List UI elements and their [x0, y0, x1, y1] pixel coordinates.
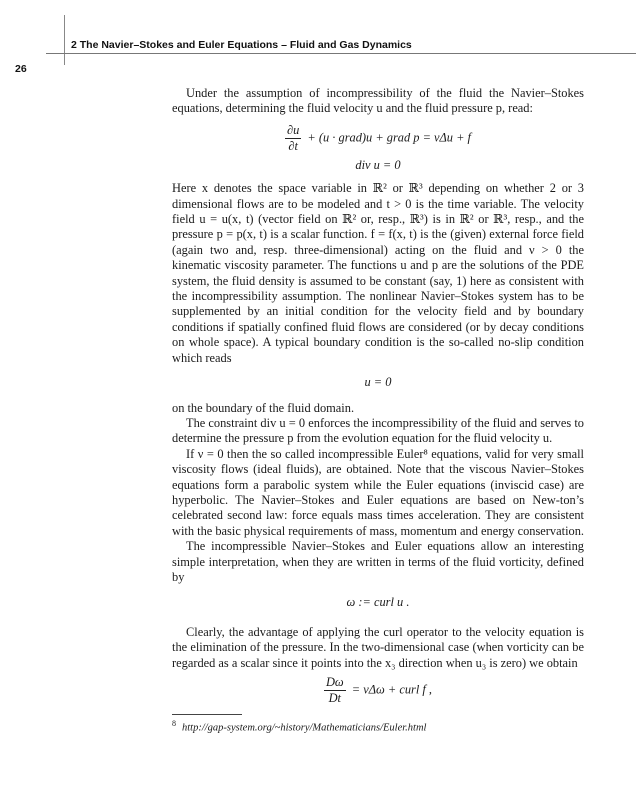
fraction-numerator: ∂u: [286, 122, 300, 137]
paragraph-5: If ν = 0 then the so called incompressible Euler⁸ equations, valid for very small viscosity flows (ideal fluids), are obtained. Note that the viscous Navier–Stokes equations form a parabolic system while the Euler equations (inviscid case) are hyperbolic. The Navier–Stokes and Euler equations are based on New-ton’s celebrated second law: force equals mass times acceleration. They are consistent with the basic physical requirements of mass, momentum and energy conservation.: [172, 446, 585, 538]
paragraph-4: The constraint div u = 0 enforces the incompressibility of the fluid and serves to determine the pressure p from the evolution equation for the fluid velocity u.: [172, 415, 584, 446]
fraction-numerator: Dω: [325, 675, 344, 689]
material-derivative-fraction: [324, 675, 346, 706]
header-horizontal-rule: [46, 53, 636, 54]
footnote-rule: [172, 714, 242, 715]
paragraph-7: Clearly, the advantage of applying the curl operator to the velocity equation is the elimination of the pressure. In the two-dimensional case (when vorticity can be regarded as a scalar since it points into the x₃ direction when u₃ is zero) we obtain: [172, 624, 584, 670]
fraction-denominator: Dt: [328, 691, 342, 705]
equation-rest: + (u · grad)u + grad p = νΔu + f: [307, 130, 472, 145]
paragraph-3: on the boundary of the fluid domain.: [172, 400, 355, 415]
equation-rest: = νΔω + curl f ,: [351, 682, 433, 697]
equation-vorticity-evolution: [172, 675, 584, 706]
footnote: [172, 719, 426, 734]
partial-derivative-fraction: [285, 123, 301, 154]
header-vertical-rule: [64, 15, 65, 65]
footnote-link[interactable]: http://gap-system.org/~history/Mathematicians/Euler.html: [182, 722, 427, 734]
equation-no-slip: u = 0: [364, 375, 392, 390]
paragraph-2: Here x denotes the space variable in ℝ² or ℝ³ depending on whether 2 or 3 dimensional flows are to be modeled and t > 0 is the time variable. The velocity field u = u(x, t) (vector field on ℝ² or, resp., ℝ³) is in ℝ² or ℝ³, resp., and the pressure p = p(x, t) is a scalar function. f = f(x, t) is the (given) external force field (again two and, resp. three-dimensional) acting on the fluid and ν > 0 the kinematic viscosity parameter. The functions u and p are the solutions of the PDE system, the fluid density is assumed to be constant (say, 1) here as consistent with the incompressibility assumption. The nonlinear Navier–Stokes system has to be supplemented by an initial condition for the velocity field and by boundary conditions if spatially confined fluid flows are considered (or by decay conditions on whole space). A typical boundary condition is the so-called no-slip condition which reads: [172, 181, 584, 365]
page-number: 26: [15, 63, 27, 75]
fraction-denominator: ∂t: [288, 138, 298, 153]
running-head: 2 The Navier–Stokes and Euler Equations – Fluid and Gas Dynamics: [71, 39, 412, 51]
equation-navier-stokes: [172, 123, 584, 154]
paragraph-1: Under the assumption of incompressibility of the fluid the Navier–Stokes equations, determining the fluid velocity u and the fluid pressure p, read:: [172, 86, 584, 116]
body-text: [172, 86, 584, 710]
paragraph-6: The incompressible Navier–Stokes and Euler equations allow an interesting simple interpretation, when they are written in terms of the fluid vorticity, defined by: [172, 539, 584, 584]
equation-vorticity: ω := curl u .: [346, 595, 410, 610]
footnote-marker: 8: [172, 719, 176, 728]
equation-divergence: div u = 0: [355, 157, 401, 172]
